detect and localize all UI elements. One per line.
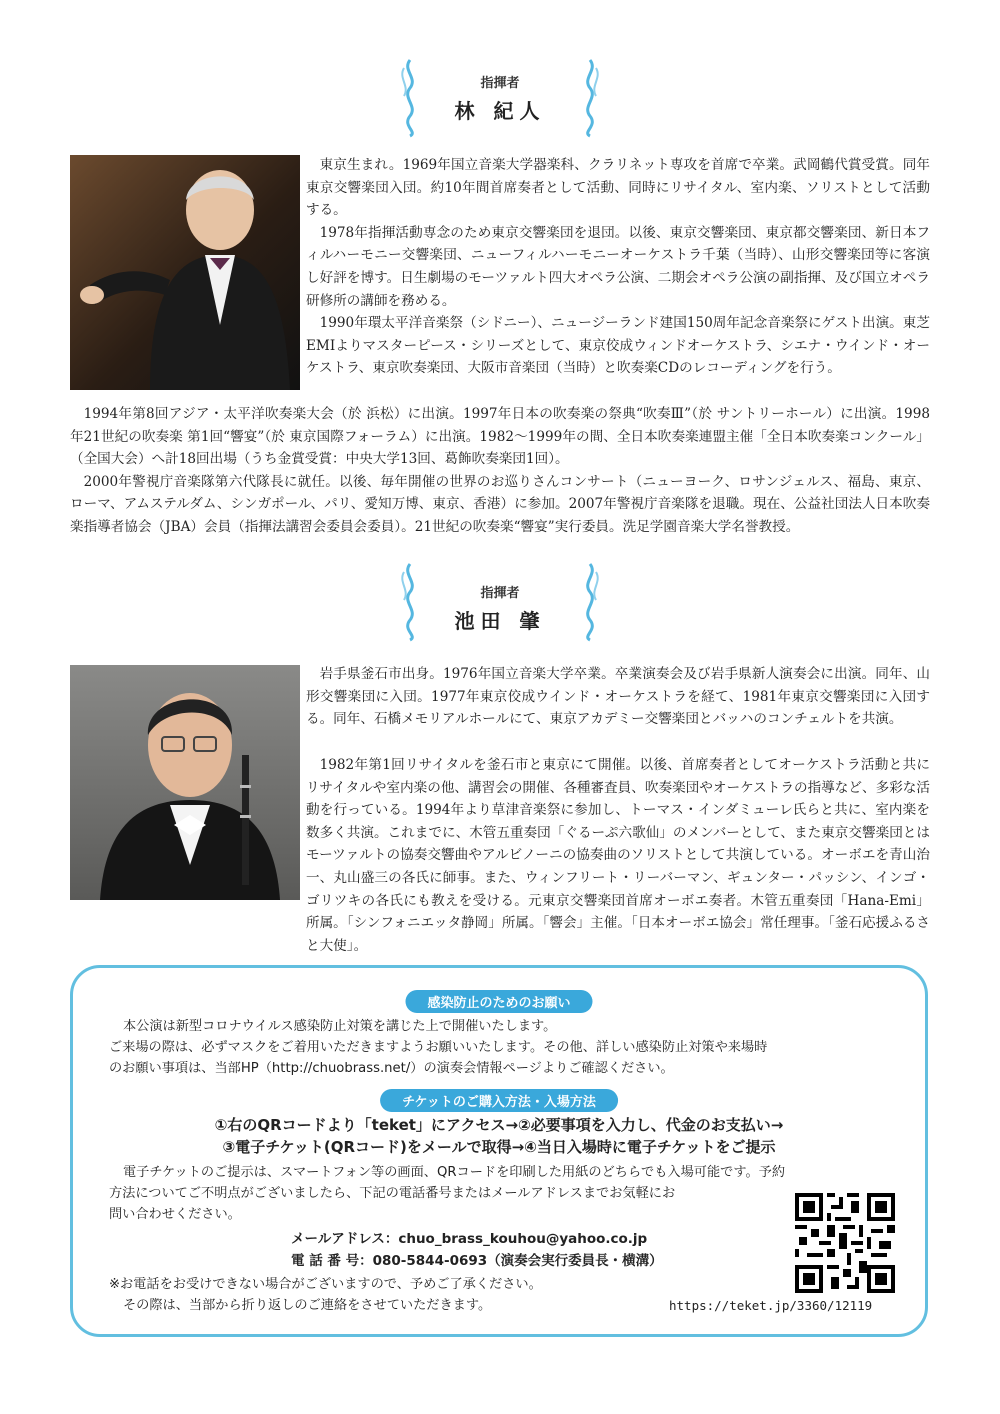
ticket-body-line: 問い合わせください。 [109, 1207, 241, 1222]
notice-title: 感染防止のためのお願い [405, 990, 592, 1013]
conductor2-paragraph: 岩手県釜石市出身。1976年国立音楽大学卒業。卒業演奏会及び岩手県新人演奏会に出演。同年、山形交響楽団に入団。1977年東京佼成ウインド・オーケストラを経て、1981年東京交響楽団に入団する。同年、石橋メモリアルホールにて、東京アカデミー交響楽団とバッハのコンチェルトを共演。 [306, 666, 930, 728]
conductor1-paragraph: 2000年警視庁音楽隊第六代隊長に就任。以後、毎年開催の世界のお巡りさんコンサート（ニューヨーク、ロサンジェルス、福島、東京、ローマ、アムステルダム、シンガポール、パリ、愛知万博、東京、香港）に参加。2007年警視庁音楽隊を退職。現在、公益社団法人日本吹奏楽指導者協会（JBA）会員（指揮法講習会委員会委員）。21世紀の吹奏楽“響宴”実行委員。洗足学園音楽大学名誉教授。 [70, 473, 930, 535]
email-address[interactable]: chuo_brass_kouhou@yahoo.co.jp [398, 1231, 648, 1247]
conductor1-paragraph: 1994年第8回アジア・太平洋吹奏楽大会（於 浜松）に出演。1997年日本の吹奏楽の祭典“吹奏Ⅲ”（於 サントリーホール）に出演。1998年21世紀の吹奏楽 第1回“響宴”（於 東京国際フォーラム）に出演。1982～1999年の間、全日本吹奏楽連盟主催「全日本吹奏楽コンクール」（全国大会）へ計18回出場（うち金賞受賞：中央大学13回、葛飾吹奏楽団1回）。 [70, 406, 930, 468]
ticket-step-line: ③電子チケット(QRコード)をメールで取得→④当日入場時に電子チケットをご提示 [222, 1138, 776, 1156]
conductor1-paragraph: 1990年環太平洋音楽祭（シドニー）、ニュージーランド建国150周年記念音楽祭にゲスト出演。東芝EMIよりマスターピース・シリーズとして、東京佼成ウィンドオーケストラ、シエナ・ウインド・オーケストラ、東京吹奏楽団、大阪市音楽団（当時）と吹奏楽CDのレコーディングを行う。 [306, 315, 930, 377]
qr-code-icon[interactable] [795, 1193, 895, 1293]
notice-text [109, 1016, 909, 1079]
conductor2-bio [306, 663, 930, 731]
phone-note [109, 1274, 749, 1316]
conductor2-name: 池田 肇 [454, 609, 546, 633]
info-box [70, 965, 928, 1337]
ticket-body-line: 方法についてご不明点がございましたら、下記の電話番号またはメールアドレスまでお気軽にお [109, 1186, 676, 1201]
conductor1-paragraph: 1978年指揮活動専念のため東京交響楽団を退団。以後、東京交響楽団、東京都交響楽団、新日本フィルハーモニー交響楽団、ニューフィルハーモニーオーケストラ千葉（当時）、山形交響楽団等に客演し好評を博す。日生劇場のモーツァルト四大オペラ公演、二期会オペラ公演の副指揮、及び国立オペラ研修所の講師を務める。 [306, 224, 930, 309]
phone-note-line: その際は、当部から折り返しのご連絡をさせていただきます。 [123, 1298, 492, 1313]
conductor2-role: 指揮者 [480, 586, 520, 601]
conductor1-bio-top [306, 154, 930, 380]
phone-label: 電 話 番 号： [291, 1253, 373, 1269]
email-label: メールアドレス： [291, 1231, 399, 1247]
phone-note-line: ※お電話をお受けできない場合がございますので、予めご了承ください。 [109, 1277, 542, 1292]
contact-info [291, 1228, 663, 1272]
conductor1-paragraph: 東京生まれ。1969年国立音楽大学器楽科、クラリネット専攻を首席で卒業。武岡鶴代賞受賞。同年東京交響楽団入団。約10年間首席奏者として活動、同時にリサイタル、室内楽、ソリストとして活動する。 [306, 157, 930, 219]
phone-number[interactable]: 080-5844-0693（演奏会実行委員長・横溝） [372, 1253, 663, 1269]
conductor1-bio-bottom [70, 403, 930, 539]
ticket-url[interactable]: https://teket.jp/3360/12119 [669, 1298, 873, 1313]
conductor2-bio-continued [70, 754, 930, 957]
conductor2-paragraph: 1982年第1回リサイタルを釜石市と東京にて開催。以後、首席奏者としてオーケストラ活動と共にリサイタルや室内楽の他、講習会の開催、各種審査員、吹奏楽団やオーケストラの指導など、多彩な活動を行っている。1994年より草津音楽祭に参加し、トーマス・インダミューレ氏らと共に、室内楽を数多く共演。これまでに、木管五重奏団「ぐるーぷ六歌仙」のメンバーとして、また東京交響楽団とはモーツァルトの協奏交響曲やアルビノーニの協奏曲のソリストとして共演している。オーボエを青山治一、丸山盛三の各氏に師事。また、ウィンフリート・リーバーマン、ギュンター・パッシン、インゴ・ゴリツキの各氏にも教えを受ける。元東京交響楽団首席オーボエ奏者。木管五重奏団「Hana-Emi」所属。「シンフォニエッタ静岡」所属。「響会」主催。「日本オーボエ協会」常任理事。「釜石応援ふるさと大使」。 [306, 757, 931, 954]
ticket-steps [73, 1114, 925, 1158]
ticket-body [109, 1162, 909, 1225]
conductor1-name: 林 紀人 [454, 99, 546, 123]
conductor1-photo [70, 155, 300, 390]
ticket-title: チケットのご購入方法・入場方法 [380, 1089, 618, 1112]
conductor1-heading [400, 72, 600, 124]
notice-line: のお願い事項は、当部HP（http://chuobrass.net/）の演奏会情報ページよりご確認ください。 [109, 1061, 674, 1076]
ticket-body-line: 電子チケットのご提示は、スマートフォン等の画面、QRコードを印刷した用紙のどちらでも入場可能です。予約 [123, 1165, 786, 1180]
conductor2-heading [400, 582, 600, 634]
ticket-step-line: ①右のQRコードより「teket」にアクセス→②必要事項を入力し、代金のお支払い→ [214, 1116, 784, 1134]
notice-line: 本公演は新型コロナウイルス感染防止対策を講じた上で開催いたします。 [123, 1019, 557, 1034]
notice-line: ご来場の際は、必ずマスクをご着用いただきますようお願いいたします。その他、詳しい感染防止対策や来場時 [109, 1040, 768, 1055]
conductor1-role: 指揮者 [480, 76, 520, 91]
